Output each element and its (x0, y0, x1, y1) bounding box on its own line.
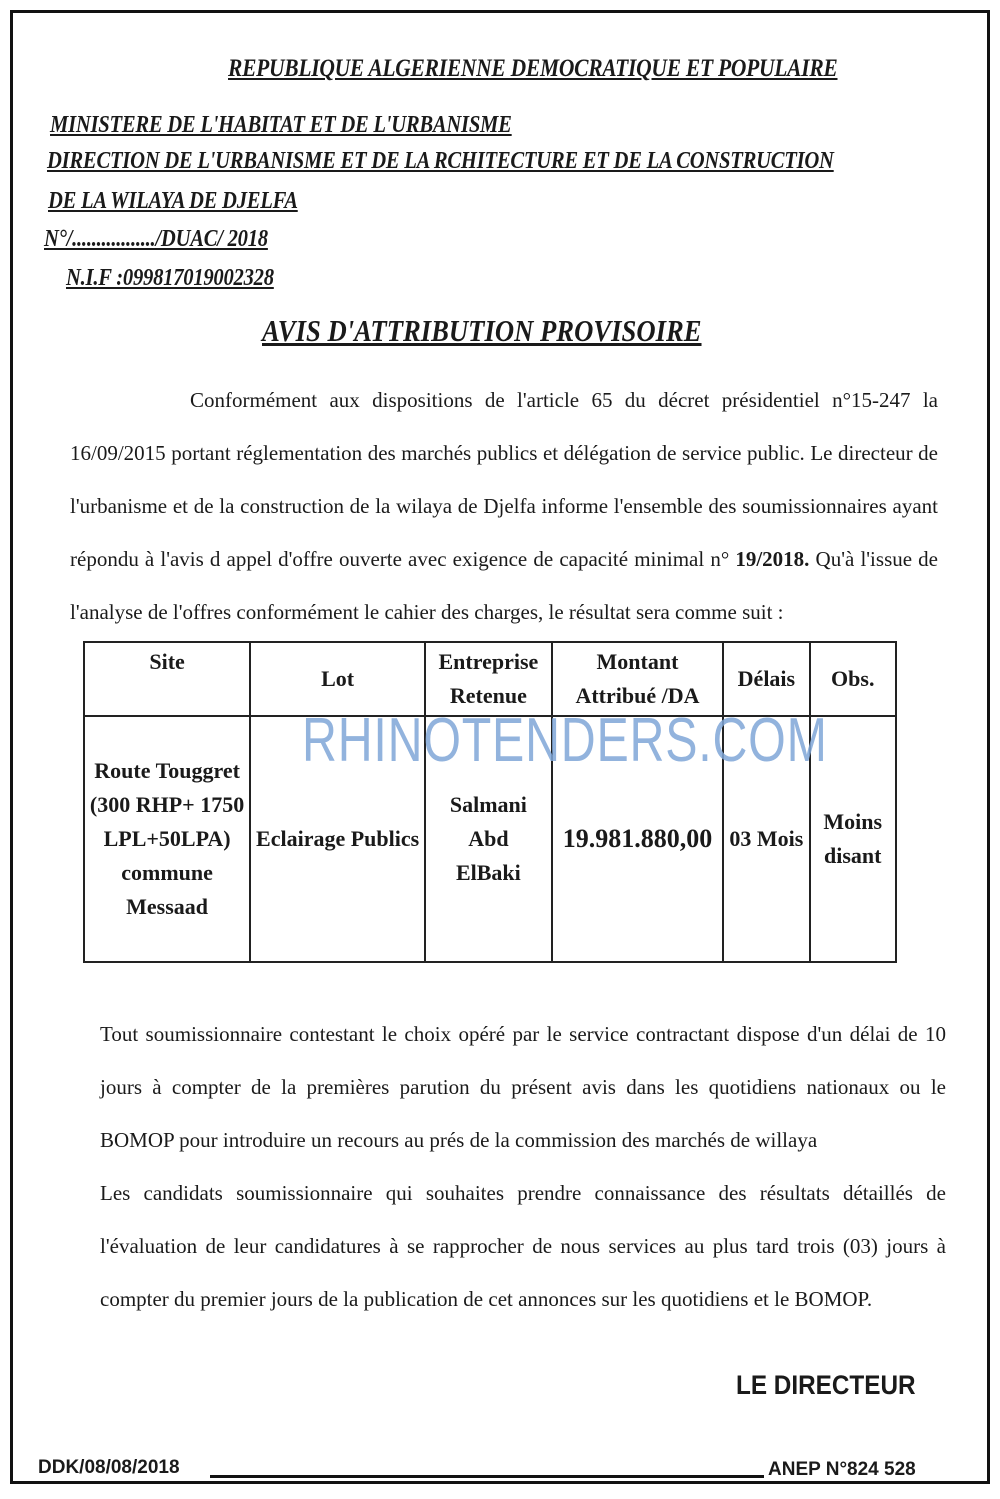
site-line: commune (121, 860, 213, 885)
site-line: Messaad (126, 894, 209, 919)
obs-line: Moins (823, 809, 883, 834)
direction-heading: DIRECTION DE L'URBANISME ET DE LA RCHITECTURE ET DE LA CONSTRUCTION (47, 148, 834, 174)
reference-number: N°/................./DUAC/ 2018 (44, 226, 268, 252)
header-montant-line1: Montant (596, 649, 679, 674)
footer-rule (210, 1475, 766, 1478)
entreprise-line: ElBaki (455, 860, 521, 885)
obs-line: disant (824, 843, 882, 868)
footer-publication-date: DDK/08/08/2018 (38, 1457, 184, 1479)
entreprise-line: Salmani Abd (449, 792, 527, 851)
ministry-heading: MINISTERE DE L'HABITAT ET DE L'URBANISME (50, 112, 512, 138)
intro-paragraph (70, 374, 938, 639)
award-table (83, 641, 897, 963)
header-lot: Lot (250, 642, 425, 716)
document-title: AVIS D'ATTRIBUTION PROVISOIRE (262, 313, 702, 348)
site-line: Route Touggret (94, 758, 240, 783)
watermark: RHINOTENDERS.COM (302, 706, 828, 775)
header-montant-line2: Attribué /DA (575, 683, 700, 708)
cell-site (84, 716, 250, 962)
header-site: Site (84, 642, 250, 716)
intro-text-b: Qu'à l'issue de l'analyse de l'offres conformément le cahier des charges, le résultat sera comme suit : (70, 547, 939, 624)
intro-text-a: Conformément aux dispositions de l'article 65 du décret présidentiel n°15-247 la 16/09/2015 portant réglementation des marchés publics et délégation de service public. Le directeur de l'urbanisme et de la construction de la wilaya de Djelfa informe l'ensemble des soumissionnaires ayant répondu à l'avis d appel d'offre ouverte avec exigence de capacité minimal n° (70, 388, 938, 571)
header-delais: Délais (723, 642, 809, 716)
cell-lot: Eclairage Publics (250, 716, 425, 962)
republic-heading: REPUBLIQUE ALGERIENNE DEMOCRATIQUE ET POPULAIRE (228, 55, 838, 82)
signature: LE DIRECTEUR (736, 1370, 916, 1400)
closing-paragraph-1: Tout soumissionnaire contestant le choix opéré par le service contractant dispose d'un délai de 10 jours à compter de la premières parution du présent avis dans les quotidiens nationaux ou le BOMOP pour introduire un recours au prés de la commission des marchés de willaya (100, 1022, 946, 1152)
closing-paragraph-2: Les candidats soumissionnaire qui souhaites prendre connaissance des résultats détaillés de l'évaluation de leur candidatures à se rapprocher de nous services au plus tard trois (03) jours à compter du premier jours de la publication de cet annonces sur les quotidiens et le BOMOP. (100, 1181, 946, 1311)
closing-paragraphs (100, 1008, 946, 1326)
footer-anep-number: ANEP N°824 528 (764, 1459, 916, 1481)
header-obs: Obs. (810, 642, 896, 716)
tender-number: 19/2018. (735, 547, 810, 571)
site-line: LPL+50LPA) (103, 826, 231, 851)
cell-montant: 19.981.880,00 (552, 716, 724, 962)
nif-number: N.I.F :099817019002328 (66, 265, 274, 291)
site-line: (300 RHP+ 1750 (89, 792, 245, 817)
wilaya-heading: DE LA WILAYA DE DJELFA (48, 188, 298, 214)
header-entreprise-line2: Retenue (449, 683, 527, 708)
header-entreprise-line1: Entreprise (438, 649, 539, 674)
cell-delais: 03 Mois (723, 716, 809, 962)
